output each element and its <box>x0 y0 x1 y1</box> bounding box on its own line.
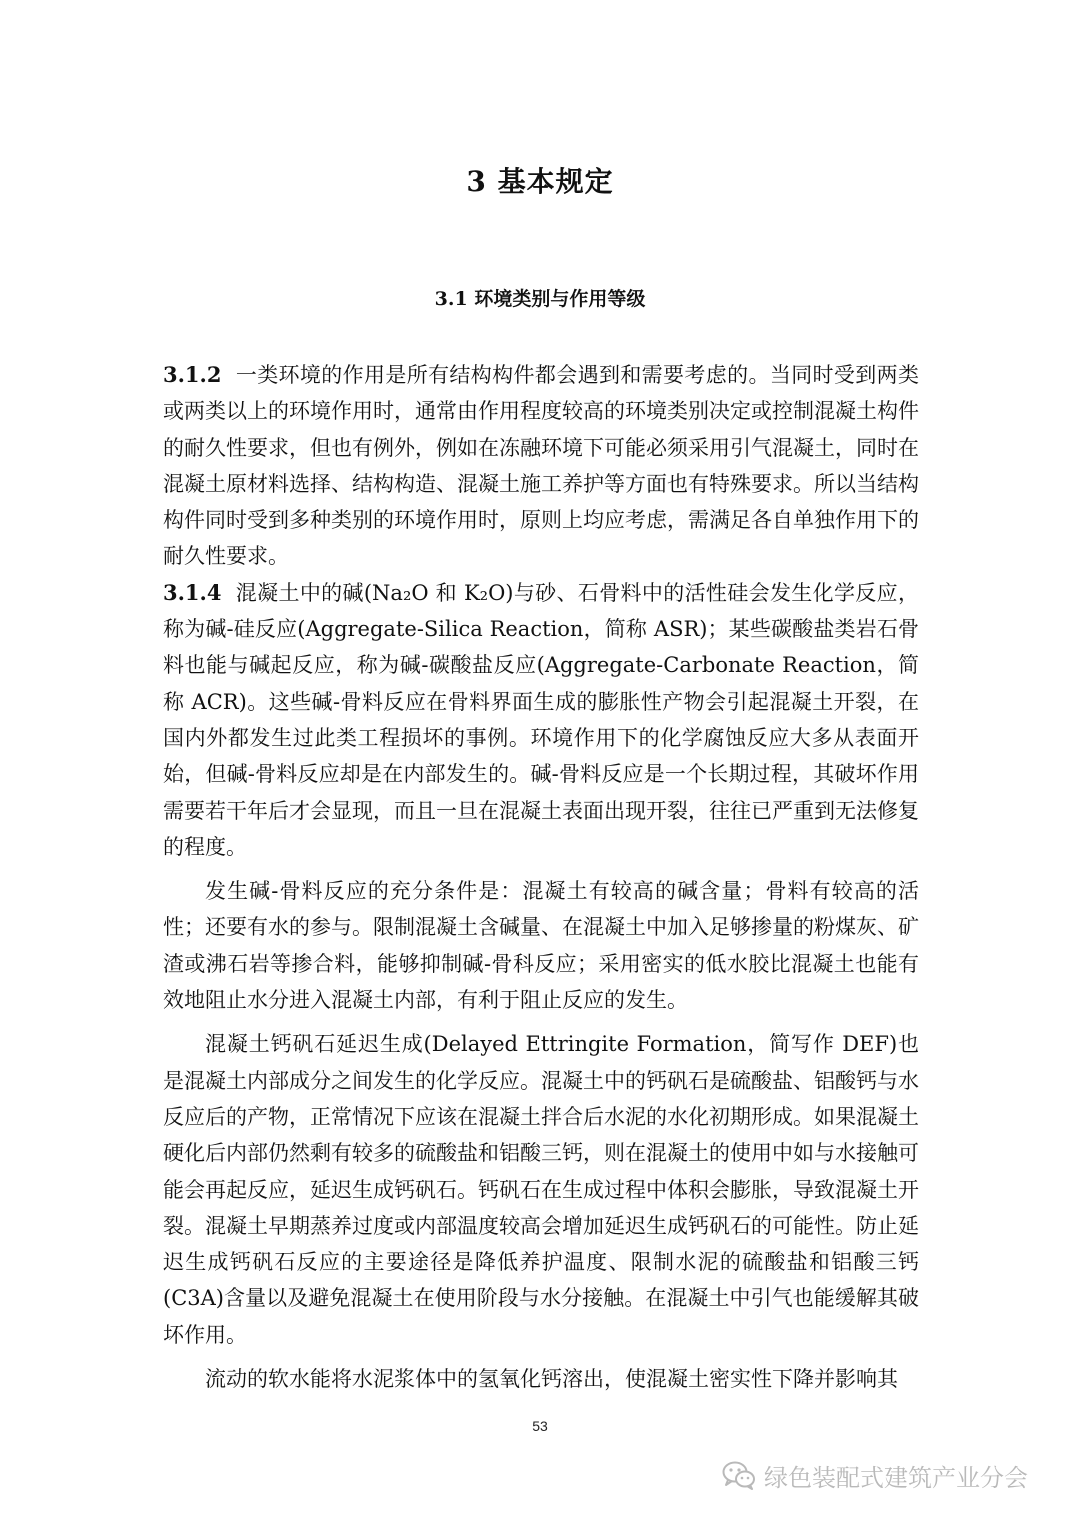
clause-number: 3.1.4 <box>163 579 222 605</box>
section-title: 3.1 环境类别与作用等级 <box>434 288 646 310</box>
clause-3-1-4 <box>163 575 919 865</box>
paragraph-def: 混凝土钙矾石延迟生成(Delayed Ettringite Formation，简写作 DEF)也是混凝土内部成分之间发生的化学反应。混凝土中的钙矾石是硫酸盐、铝酸钙与水反应后的产物，正常情况下应该在混凝土拌合后水泥的水化初期形成。如果混凝土硬化后内部仍然剩有较多的硫酸盐和铝酸三钙，则在混凝土的使用中如与水接触可能会再起反应，延迟生成钙矾石。钙矾石在生成过程中体积会膨胀，导致混凝土开裂。混凝土早期蒸养过度或内部温度较高会增加延迟生成钙矾石的可能性。防止延迟生成钙矾石反应的主要途径是降低养护温度、限制水泥的硫酸盐和铝酸三钙(C3A)含量以及避免混凝土在使用阶段与水分接触。在混凝土中引气也能缓解其破坏作用。 <box>163 1032 919 1347</box>
body-text <box>163 357 919 1397</box>
clause-text: 一类环境的作用是所有结构构件都会遇到和需要考虑的。当同时受到两类或两类以上的环境作用时，通常由作用程度较高的环境类别决定或控制混凝土构件的耐久性要求，但也有例外，例如在冻融环境下可能必须采用引气混凝土，同时在混凝土原材料选择、结构构造、混凝土施工养护等方面也有特殊要求。所以当结构构件同时受到多种类别的环境作用时，原则上均应考虑，需满足各自单独作用下的耐久性要求。 <box>163 363 919 569</box>
chapter-title: 3 基本规定 <box>466 165 614 198</box>
wechat-icon <box>722 1460 756 1490</box>
paragraph-alkali-conditions: 发生碱-骨料反应的充分条件是：混凝土有较高的碱含量；骨料有较高的活性；还要有水的参与。限制混凝土含碱量、在混凝土中加入足够掺量的粉煤灰、矿渣或沸石岩等掺合料，能够抑制碱-骨科反应；采用密实的低水胶比混凝土也能有效地阻止水分进入混凝土内部，有利于阻止反应的发生。 <box>163 879 919 1013</box>
watermark-text: 绿色装配式建筑产业分会 <box>764 1463 1028 1492</box>
clause-number: 3.1.2 <box>163 362 222 387</box>
page-number: 53 <box>532 1418 548 1434</box>
paragraph-soft-water: 流动的软水能将水泥浆体中的氢氧化钙溶出，使混凝土密实性下降并影响其 <box>205 1367 898 1392</box>
clause-3-1-2 <box>163 357 919 575</box>
clause-text: 混凝土中的碱(Na₂O 和 K₂O)与砂、石骨料中的活性硅会发生化学反应，称为碱-硅反应(Aggregate-Silica Reaction，简称 ASR)；某些碳酸盐类岩石骨料也能与碱起反应，称为碱-碳酸盐反应(Aggregate-Carbonate Reaction，简称 ACR)。这些碱-骨料反应在骨料界面生成的膨胀性产物会引起混凝土开裂，在国内外都发生过此类工程损坏的事例。环境作用下的化学腐蚀反应大多从表面开始，但碱-骨料反应却是在内部发生的。碱-骨料反应是一个长期过程，其破坏作用需要若干年后才会显现，而且一旦在混凝土表面出现开裂，往往已严重到无法修复的程度。 <box>163 580 919 859</box>
watermark <box>722 1455 1028 1495</box>
